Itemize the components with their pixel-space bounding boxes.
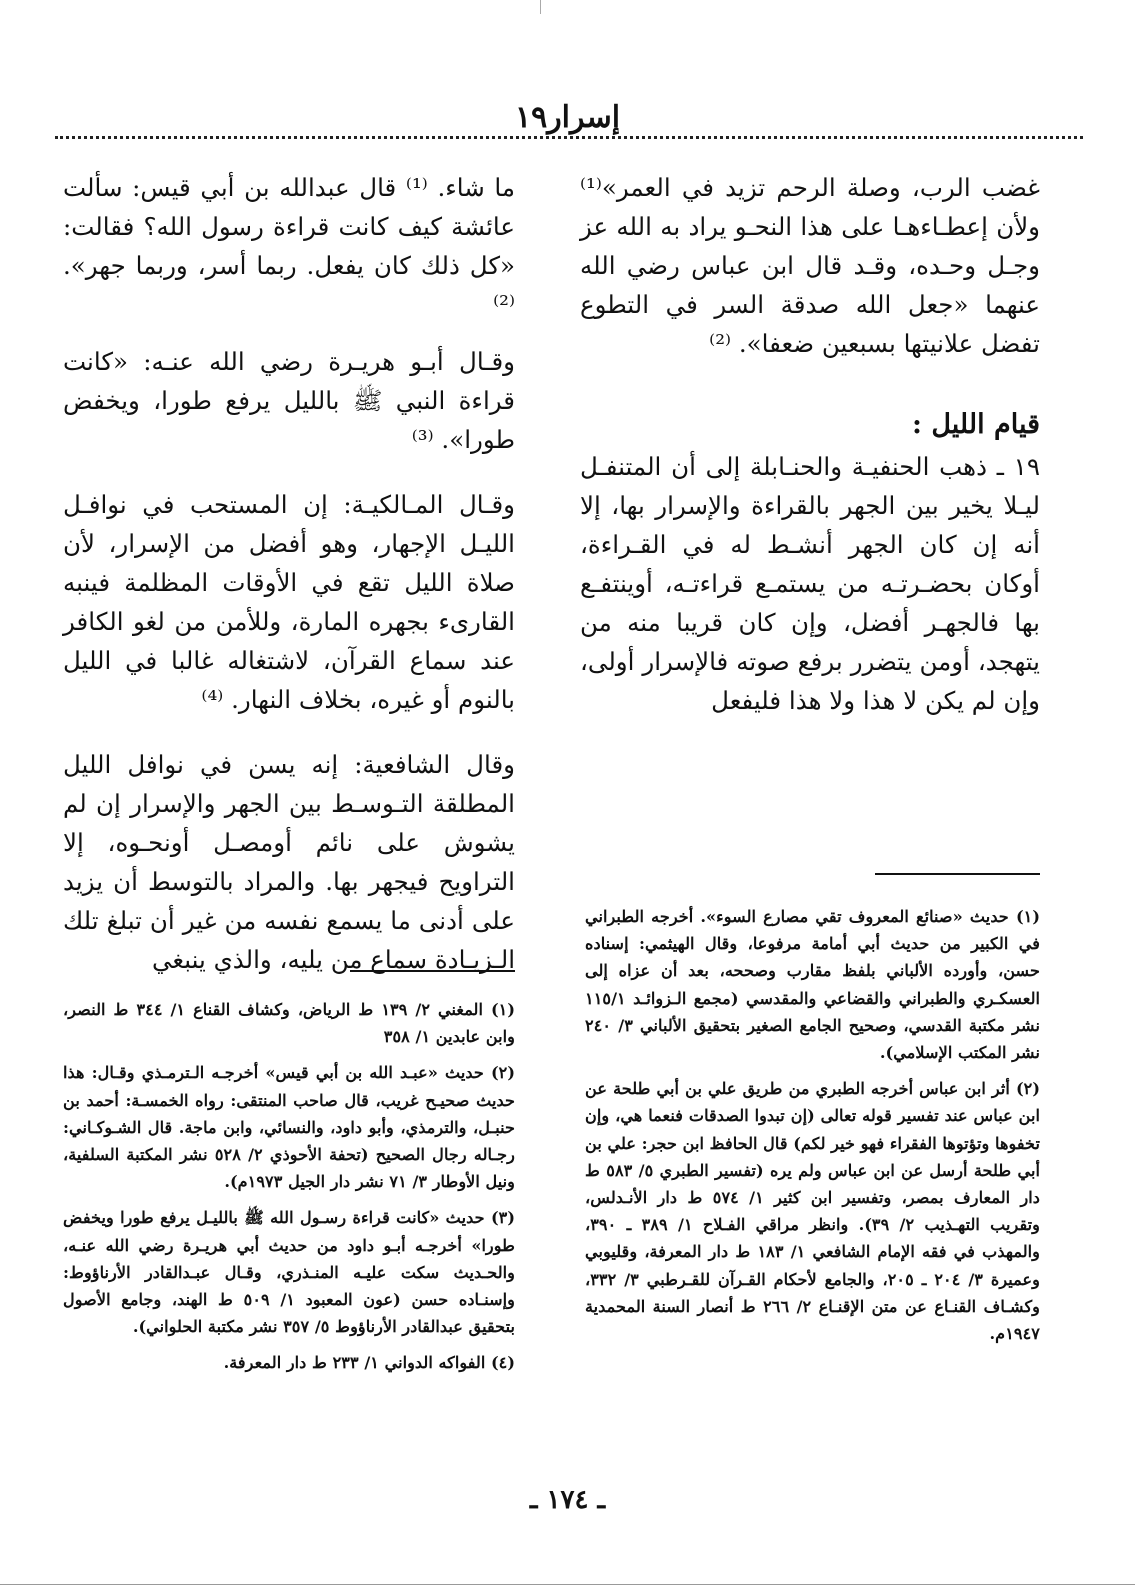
right-paragraph-1: غضب الرب، وصلة الرحم تزيد في العمر»⁽¹⁾ ولأن إعطـاءهـا على هذا النحـو يراد به الله عز وجـل وحـده، وقـد قال ابن عباس رضي الله عنهما «جعل الله صدقة السر في التطوع تفضل علانيتها بسبعين ضعفا». ⁽²⁾ [580,173,1040,358]
footnotes-left [63,996,515,1386]
footnote-left-1: (١) المغني ٢/ ١٣٩ ط الرياض، وكشاف القناع ١/ ٣٤٤ ط النصر، وابن عابدين ١/ ٣٥٨ [63,1000,515,1047]
left-paragraph-1: ما شاء. ⁽¹⁾ قال عبدالله بن أبي قيس: سألت عائشة كيف كانت قراءة رسول الله؟ فقالت: «كل ذلك كان يفعل. ربما أسر، وربما جهر». ⁽²⁾ [63,173,515,319]
left-column [63,168,515,997]
footnote-separator-left [350,970,515,972]
right-column [580,168,1040,738]
header-dotted-rule [55,136,1083,139]
footnote-right-2: (٢) أثر ابن عباس أخرجه الطبري من طريق علي بن أبي طلحة عن ابن عباس عند تفسير قوله تعالى (إن تبدوا الصدقات فنعما هي، وإن تخفوها وتؤتوها الفقراء فهو خير لكم) قال الحافظ ابن حجر: علي بن أبي طلحة أرسل عن ابن عباس ولم يره (تفسير الطبري ٥/ ٥٨٣ ط دار المعارف بمصر، وتفسير ابن كثير ١/ ٥٧٤ ط دار الأنـدلس، وتقريب التهـذيب ٢/ ٣٩). وانظر مراقي الفـلاح ١/ ٣٨٩ ـ ٣٩٠، والمهذب في فقه الإمام الشافعي ١/ ١٨٣ ط دار المعرفة، وقليوبي وعميرة ٣/ ٢٠٤ ـ ٢٠٥، والجامع لأحكام القـرآن للقـرطبي ٣/ ٣٣٢، وكشـاف القنـاع عن متن الإقنـاع ٢/ ٢٦٦ ط أنصار السنة المحمدية ١٩٤٧م. [585,1079,1041,1344]
right-paragraph-2: ١٩ ـ ذهب الحنفيـة والحنـابلة إلى أن المتنفـل ليـلا يخير بين الجهر بالقراءة والإسرار بها، إلا أنه إن كان الجهر أنشـط له في القـراءة، أوكان بحضـرتـه من يستمـع قراءتـه، أوينتفـع بها فالجهـر أفضل، وإن كان قريبا منه من يتهجد، أومن يتضرر برفع صوته فالإسرار أولى، وإن لم يكن لا هذا ولا هذا فليفعل [580,452,1040,715]
footnote-left-3: (٣) حديث «كانت قراءة رسـول الله ﷺ بالليـل يرفع طورا ويخفض طورا» أخرجـه أبـو داود من حديث أبي هريـرة رضي الله عنـه، والحـديث سكت عليـه المنـذري، وقـال عبـدالقادر الأرناؤوط: وإسنـاده حسن (عون المعبود ١/ ٥٠٩ ط الهند، وجامع الأصول بتحقيق عبدالقادر الأرناؤوط ٥/ ٣٥٧ نشر مكتبة الحلواني). [63,1208,515,1337]
scan-mark [540,0,555,14]
footnote-left-4: (٤) الفواكه الدواني ١/ ٢٣٣ ط دار المعرفة. [223,1353,515,1373]
section-heading-qiyam-al-layl: قيام الليل : [911,409,1040,440]
scan-bottom-edge [0,1584,1135,1585]
footnote-separator-right [875,873,1040,875]
footnote-right-1: (١) حديث «صنائع المعروف تقي مصارع السوء». أخرجه الطبراني في الكبير من حديث أبي أمامة مرفوعا، وقال الهيثمي: إسناده حسن، وأورده الألباني بلفظ مقارب وصححه، بعد أن عزاه إلى العسكـري والطبراني والقضاعي والمقدسي (مجمع الـزوائـد ١١٥/١ نشر مكتبة القدسي، وصحيح الجامع الصغير بتحقيق الألباني ٣/ ٢٤٠ نشر المكتب الإسلامي). [585,907,1040,1063]
footnote-left-2: (٢) حديث «عبـد الله بن أبي قيس» أخرجـه الـترمـذي وقـال: هذا حديث صحيـح غريب، قال صاحب المنتقى: رواه الخمسـة: أحمد بن حنبـل، والترمذي، وأبو داود، والنسائي، وابن ماجة. قال الشـوكـاني: رجـاله رجال الصحيح (تحفة الأحوذي ٢/ ٥٢٨ نشر المكتبة السلفية، ونيل الأوطار ٣/ ٧١ نشر دار الجيل ١٩٧٣م). [63,1063,515,1192]
running-header-title: إسرار١٩ [514,100,621,135]
page-number: ـ ١٧٤ ـ [529,1485,606,1515]
left-paragraph-4: وقال الشافعية: إنه يسن في نوافل الليل المطلقة التـوسـط بين الجهر والإسرار إن لم يشوش على نائم أومصـل أونحـوه، إلا التراويح فيجهر بها. والمراد بالتوسط أن يزيد على أدنى ما يسمع نفسه من غير أن تبلغ تلك الـزيـادة سماع من يليه، والذي ينبغي [63,750,515,974]
left-paragraph-3: وقـال المـالكيـة: إن المستحب في نوافـل الليـل الإجهار، وهو أفضل من الإسرار، لأن صلاة الليل تقع في الأوقات المظلمة فينبه القارىء بجهره المارة، وللأمن من لغو الكافر عند سماع القرآن، لاشتغاله غالبا في الليل بالنوم أو غيره، بخلاف النهار. ⁽⁴⁾ [63,490,515,714]
left-paragraph-2: وقـال أبـو هريـرة رضي الله عنـه: «كانت قراءة النبي ﷺ بالليل يرفع طورا، ويخفض طورا». ⁽³⁾ [63,347,515,454]
footnotes-right [585,903,1040,1356]
